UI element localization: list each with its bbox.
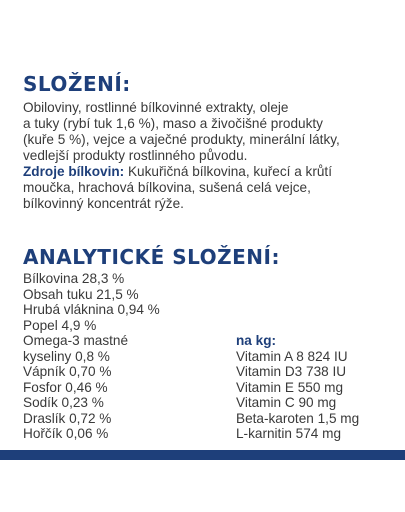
protein-line: bílkovinný koncentrát rýže. (23, 196, 184, 211)
composition-line: a tuky (rybí tuk 1,6 %), maso a živočišné produkty (23, 116, 323, 131)
analysis-list (23, 271, 160, 442)
composition-heading: SLOŽENÍ: (23, 72, 131, 96)
protein-line (23, 164, 393, 180)
analysis-item: Omega-3 mastné (23, 333, 129, 348)
vitamin-item: Vitamin C 90 mg (236, 395, 337, 410)
analysis-item: Fosfor 0,46 % (23, 379, 108, 395)
vitamin-list (236, 333, 359, 442)
vitamin-item: Vitamin E 550 mg (236, 379, 344, 395)
analysis-item: kyseliny 0,8 % (23, 348, 110, 364)
analysis-item: Hrubá vláknina 0,94 % (23, 302, 160, 317)
analysis-heading: ANALYTICKÉ SLOŽENÍ: (23, 245, 280, 269)
composition-line: vedlejší produkty rostlinného původu. (23, 148, 248, 163)
protein-sources-text: Kukuřičná bílkovina, kuřecí a krůtí (124, 164, 332, 179)
analysis-item: Sodík 0,23 % (23, 395, 104, 410)
vitamin-item: L-karnitin 574 mg (236, 426, 342, 441)
vitamin-item: Beta-karoten 1,5 mg (236, 410, 360, 426)
composition-paragraph (23, 100, 393, 212)
analysis-item: Popel 4,9 % (23, 317, 97, 333)
composition-line: Obiloviny, rostlinné bílkovinné extrakty, oleje (23, 100, 289, 115)
analysis-item: Bílkovina 28,3 % (23, 271, 125, 286)
vitamin-item: Vitamin A 8 824 IU (236, 348, 348, 364)
analysis-item: Hořčík 0,06 % (23, 426, 109, 441)
vitamin-item: Vitamin D3 738 IU (236, 364, 347, 379)
bottom-bar (0, 450, 405, 460)
protein-line: moučka, hrachová bílkovina, sušená celá vejce, (23, 180, 311, 195)
vitamins-title: na kg: (236, 333, 277, 348)
protein-sources-label: Zdroje bílkovin: (23, 164, 125, 179)
composition-line: (kuře 5 %), vejce a vaječné produkty, minerální látky, (23, 132, 340, 147)
analysis-item: Draslík 0,72 % (23, 410, 112, 426)
analysis-item: Vápník 0,70 % (23, 364, 112, 379)
analysis-item: Obsah tuku 21,5 % (23, 286, 139, 302)
